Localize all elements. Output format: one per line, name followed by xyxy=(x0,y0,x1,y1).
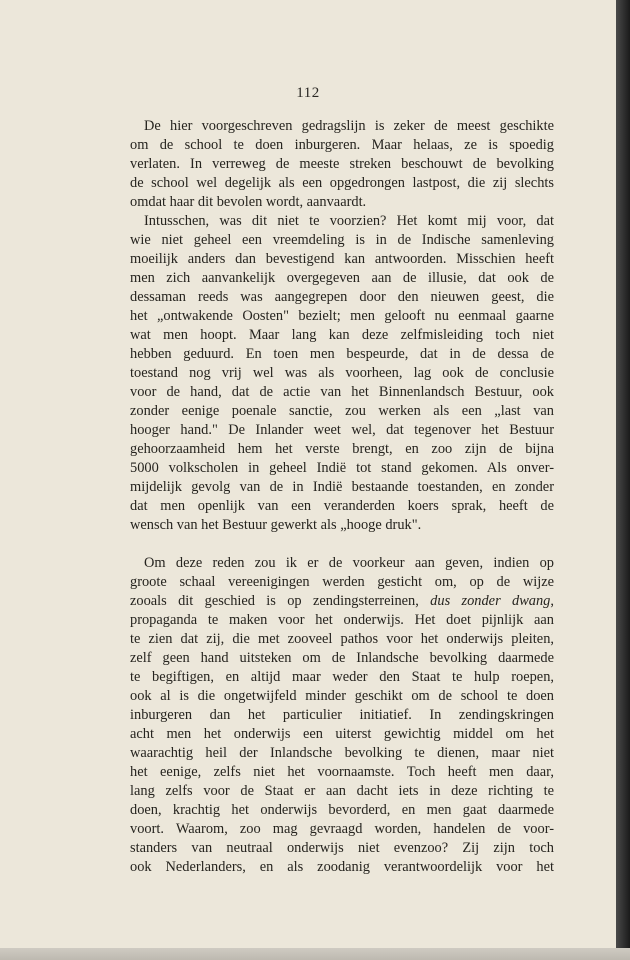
text-line: standers van neutraal onderwijs niet evenzoo? Zij zijn toch xyxy=(130,840,554,856)
page-number: 112 xyxy=(296,85,320,101)
text-line: omdat haar dit bevolen wordt, aanvaardt. xyxy=(130,194,367,210)
text-line: het „ontwakende Oosten" bezielt; men gelooft nu eenmaal gaarne xyxy=(130,308,554,324)
book-spine-edge xyxy=(616,0,630,960)
text-line: propaganda te maken voor het onderwijs. Het doet pijnlijk aan xyxy=(130,612,554,628)
paragraph-gap xyxy=(130,535,554,554)
text-line: zooals dit geschied is op zendingsterreinen, dus zonder dwang, xyxy=(130,593,554,609)
text-line: gehoorzaamheid hem het verste brengt, en zoo zijn de bijna xyxy=(130,441,554,457)
text-line: De hier voorgeschreven gedragslijn is zeker de meest geschikte xyxy=(144,118,554,134)
text-line: wie niet geheel een vreemdeling is in de Indische samenleving xyxy=(130,232,554,248)
text-line: lang zelfs voor de Staat er aan dacht iets in deze richting te xyxy=(130,783,554,799)
text-line: hooger hand." De Inlander weet wel, dat tegenover het Bestuur xyxy=(130,422,554,438)
text-line: dat men openlijk van een veranderden koers sprak, heeft de xyxy=(130,498,554,514)
text-line: dessaman reeds was aangegrepen door den nieuwen geest, die xyxy=(130,289,554,305)
text-line: Intusschen, was dit niet te voorzien? Het komt mij voor, dat xyxy=(144,213,554,229)
text-line: ook al is die ongetwijfeld minder geschikt om de school te doen xyxy=(130,688,554,704)
text-line: om de school te doen inburgeren. Maar helaas, ze is spoedig xyxy=(130,137,554,153)
text-line: groote schaal vereenigingen werden gesticht om, op de wijze xyxy=(130,574,554,590)
page-bottom-edge xyxy=(0,948,630,960)
text-line: wat men hoopt. Maar lang kan deze zelfmisleiding toch niet xyxy=(130,327,554,343)
text-line: Om deze reden zou ik er de voorkeur aan geven, indien op xyxy=(144,555,554,571)
text-line: mijdelijk gevolg van de in Indië bestaande toestanden, en zonder xyxy=(130,479,554,495)
body-text xyxy=(130,117,554,877)
text-line: te begiftigen, en altijd maar weder den Staat te hulp roepen, xyxy=(130,669,554,685)
text-line: verlaten. In verreweg de meeste streken beschouwt de bevolking xyxy=(130,156,554,172)
text-line: 5000 volkscholen in geheel Indië tot stand gekomen. Als onver- xyxy=(130,460,554,476)
text-line: acht men het onderwijs een uiterst gewichtig middel om het xyxy=(130,726,554,742)
text-line: voor de hand, dat de actie van het Binnenlandsch Bestuur, ook xyxy=(130,384,554,400)
text-line: te zien dat zij, die met zooveel pathos voor het onderwijs pleiten, xyxy=(130,631,554,647)
text-line: toestand nog vrij wel was als voorheen, lag ook de conclusie xyxy=(130,365,554,381)
text-line: de school wel degelijk als een opgedrongen lastpost, die zij slechts xyxy=(130,175,554,191)
text-line: inburgeren dan het particulier initiatief. In zendingskringen xyxy=(130,707,554,723)
text-line: hebben geduurd. En toen men bespeurde, dat in de dessa de xyxy=(130,346,554,362)
text-line: zonder eenige poenale sanctie, zou werken als een „last van xyxy=(130,403,554,419)
text-line: het eenige, zelfs niet het voornaamste. Toch heeft men daar, xyxy=(130,764,554,780)
paragraph xyxy=(130,212,554,535)
text-line: wensch van het Bestuur gewerkt als „hooge druk". xyxy=(130,517,422,533)
text-line: waarachtig heil der Inlandsche bevolking te dienen, maar niet xyxy=(130,745,554,761)
text-line: doen, krachtig het onderwijs bevorderd, en men gaat daarmede xyxy=(130,802,554,818)
text-line: men zich aanvankelijk overgegeven aan de illusie, dat ook de xyxy=(130,270,554,286)
text-line: moeilijk anders dan bevestigend kan antwoorden. Misschien heeft xyxy=(130,251,554,267)
text-line: ook Nederlanders, en als zoodanig verantwoordelijk voor het xyxy=(130,859,554,875)
text-line: voort. Waarom, zoo mag gevraagd worden, handelen de voor- xyxy=(130,821,554,837)
paragraph xyxy=(130,554,554,877)
paragraph xyxy=(130,117,554,212)
text-line: zelf geen hand uitsteken om de Inlandsche bevolking daarmede xyxy=(130,650,554,666)
